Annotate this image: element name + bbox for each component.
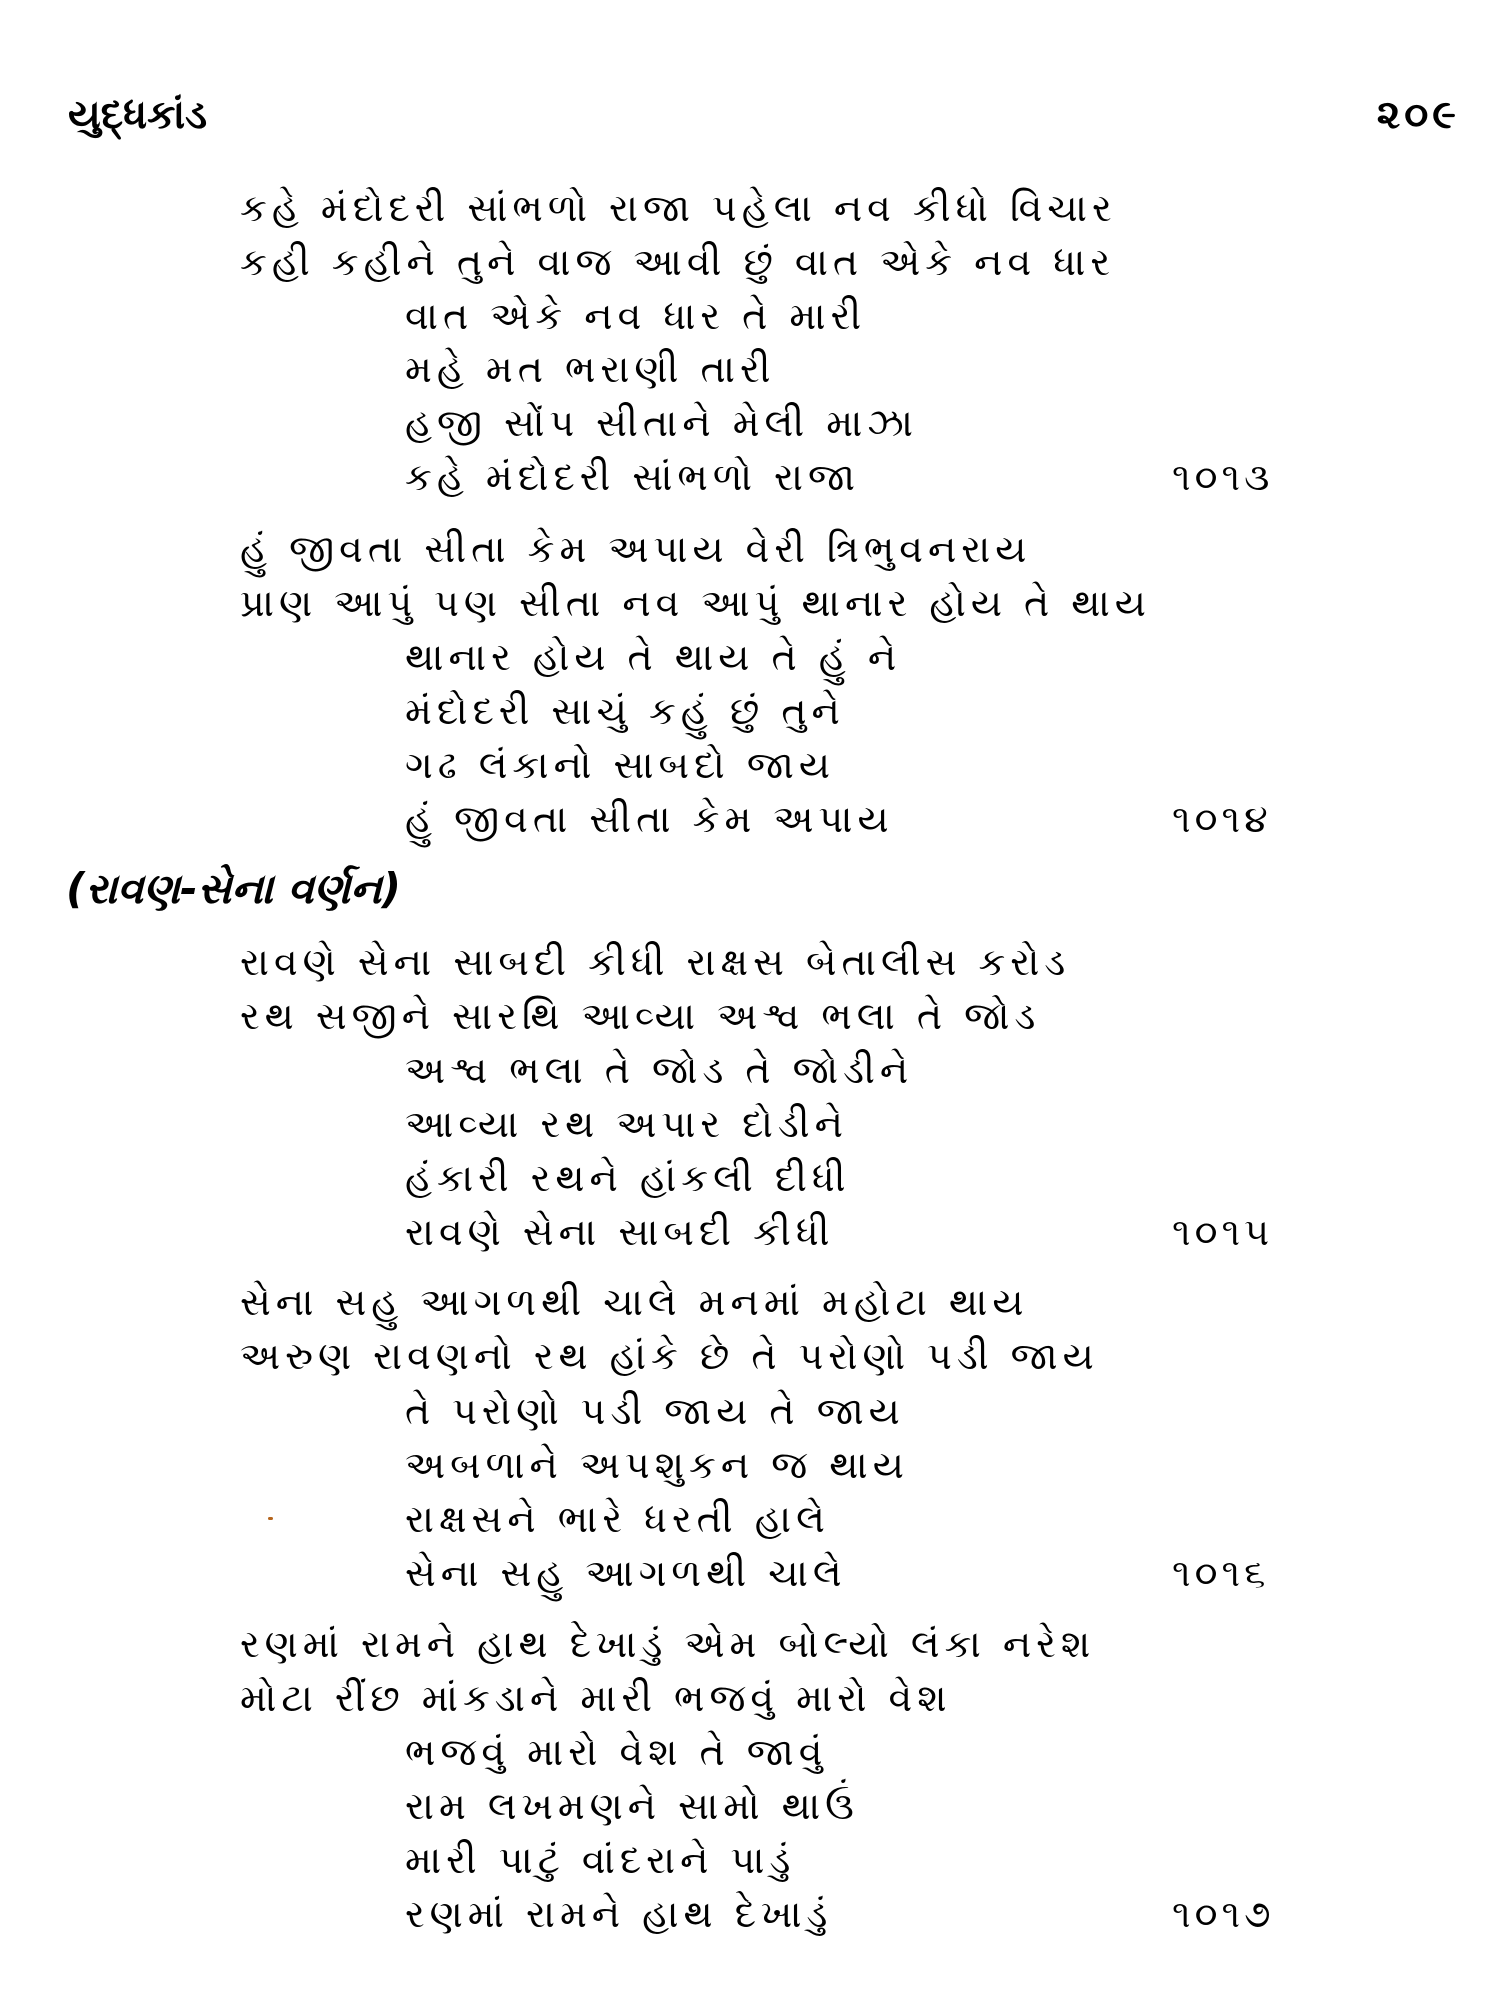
verse-line: કહે મંદોદરી સાંભળો રાજા xyxy=(405,455,860,499)
verse-line: રામ લખમણને સામો થાઉં xyxy=(405,1784,859,1828)
verse-line: ભજવું મારો વેશ તે જાવું xyxy=(405,1730,828,1774)
couplet-line: હું જીવતા સીતા કેમ અપાય વેરી ત્રિભુવનરાય xyxy=(240,527,1032,571)
page-number: ૨૦૯ xyxy=(1376,92,1460,138)
couplet-line: કહે મંદોદરી સાંભળો રાજા પહેલા નવ કીધો વિચાર xyxy=(240,186,1117,230)
couplet-line: રાવણે સેના સાબદી કીધી રાક્ષસ બેતાલીસ કરોડ xyxy=(240,940,1071,984)
verse-line: અશ્વ ભલા તે જોડ તે જોડીને xyxy=(405,1048,914,1092)
verse-line: હંકારી રથને હાંકલી દીધી xyxy=(405,1156,851,1200)
section-heading: (રાવણ-સેના વર્ણન) xyxy=(66,864,401,913)
couplet-line: રણમાં રામને હાથ દેખાડું એમ બોલ્યો લંકા નરેશ xyxy=(240,1622,1096,1666)
verse-line: હજી સોંપ સીતાને મેલી માઝા xyxy=(405,401,918,445)
couplet-line: સેના સહુ આગળથી ચાલે મનમાં મહોટા થાય xyxy=(240,1280,1029,1324)
stanza-number: ૧૦૧૬ xyxy=(1172,1551,1270,1595)
scan-speck xyxy=(268,1517,273,1520)
stanza-number: ૧૦૧૫ xyxy=(1172,1210,1274,1254)
verse-line: રણમાં રામને હાથ દેખાડું xyxy=(405,1892,833,1936)
verse-line: મહે મત ભરાણી તારી xyxy=(405,347,776,391)
verse-line: મારી પાટું વાંદરાને પાડું xyxy=(405,1838,796,1882)
verse-line: તે પરોણો પડી જાય તે જાય xyxy=(405,1389,905,1433)
stanza-number: ૧૦૧૩ xyxy=(1172,455,1274,499)
couplet-line: રથ સજીને સારથિ આવ્યા અશ્વ ભલા તે જોડ xyxy=(240,994,1041,1038)
page-header-title: યુદ્ધકાંડ xyxy=(68,92,208,138)
verse-line: મંદોદરી સાચું કહું છું તુને xyxy=(405,689,845,733)
couplet-line: કહી કહીને તુને વાજ આવી છું વાત એકે નવ ધાર xyxy=(240,240,1115,284)
verse-line: થાનાર હોય તે થાય તે હું ને xyxy=(405,635,902,679)
couplet-line: અરુણ રાવણનો રથ હાંકે છે તે પરોણો પડી જાય xyxy=(240,1334,1099,1378)
verse-line: હું જીવતા સીતા કેમ અપાય xyxy=(405,797,894,841)
verse-line: ગઢ લંકાનો સાબદો જાય xyxy=(405,743,835,787)
verse-line: આવ્યા રથ અપાર દોડીને xyxy=(405,1102,848,1146)
verse-line: અબળાને અપશુકન જ થાય xyxy=(405,1443,909,1487)
stanza-number: ૧૦૧૭ xyxy=(1172,1892,1275,1936)
verse-line: રાક્ષસને ભારે ધરતી હાલે xyxy=(405,1497,830,1541)
verse-line: વાત એકે નવ ધાર તે મારી xyxy=(405,294,867,338)
verse-line: સેના સહુ આગળથી ચાલે xyxy=(405,1551,847,1595)
verse-line: રાવણે સેના સાબદી કીધી xyxy=(405,1210,835,1254)
stanza-number: ૧૦૧૪ xyxy=(1172,797,1272,841)
couplet-line: મોટા રીંછ માંકડાને મારી ભજવું મારો વેશ xyxy=(240,1676,952,1720)
couplet-line: પ્રાણ આપું પણ સીતા નવ આપું થાનાર હોય તે થાય xyxy=(240,581,1151,625)
